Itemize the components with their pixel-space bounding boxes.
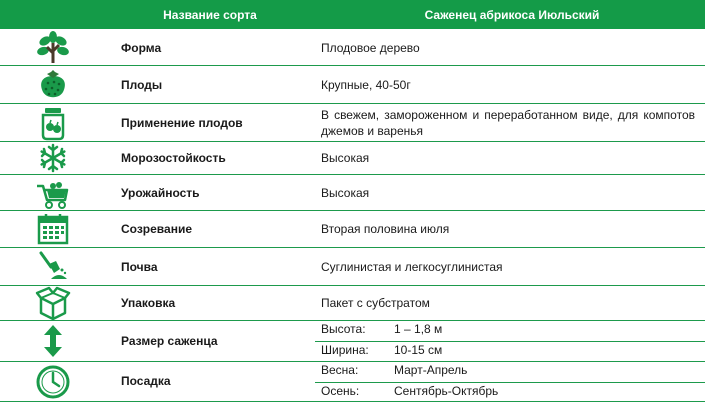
row-label: Созревание	[121, 222, 192, 236]
planting-autumn	[315, 384, 705, 404]
row-label: Плоды	[121, 78, 163, 92]
table-row	[0, 104, 705, 142]
row-value: Плодовое дерево	[321, 41, 420, 55]
wheelbarrow-icon	[35, 176, 71, 212]
planting-spring	[315, 363, 705, 383]
sub-key: Весна:	[321, 363, 359, 377]
sub-value: Март-Апрель	[394, 363, 468, 377]
row-label: Размер саженца	[121, 334, 218, 348]
vertical-arrows-icon	[35, 323, 71, 359]
row-label: Морозостойкость	[121, 151, 226, 165]
size-width	[315, 343, 705, 363]
calendar-icon	[35, 212, 71, 248]
row-label: Форма	[121, 41, 162, 55]
sub-key: Осень:	[321, 384, 360, 398]
table-row	[0, 248, 705, 286]
sub-key: Высота:	[321, 322, 366, 336]
row-value: Пакет с субстратом	[321, 296, 430, 310]
row-label: Применение плодов	[121, 116, 243, 130]
clock-icon	[35, 364, 71, 400]
shovel-icon	[35, 249, 71, 285]
table-row	[0, 175, 705, 211]
row-label: Посадка	[121, 374, 171, 388]
table-row	[0, 211, 705, 248]
row-value: Вторая половина июля	[321, 222, 450, 236]
sub-value: Сентябрь-Октябрь	[394, 384, 499, 398]
box-icon	[35, 286, 71, 322]
row-label: Упаковка	[121, 296, 176, 310]
table-row	[0, 321, 705, 362]
row-divider	[315, 382, 705, 383]
header-variety-name: Название сорта	[163, 8, 257, 22]
row-label: Почва	[121, 260, 158, 274]
sub-value: 1 – 1,8 м	[394, 322, 443, 336]
strawberry-icon	[35, 68, 71, 104]
row-value: Высокая	[321, 151, 370, 165]
table-row	[0, 66, 705, 104]
row-value: Суглинистая и легкосуглинистая	[321, 260, 503, 274]
sub-key: Ширина:	[321, 343, 369, 357]
table-row	[0, 29, 705, 66]
jar-icon	[35, 105, 71, 141]
tree-icon	[35, 31, 71, 67]
table-row	[0, 286, 705, 321]
table-row	[0, 362, 705, 402]
row-label: Урожайность	[121, 186, 200, 200]
snowflake-icon	[35, 142, 71, 178]
row-divider	[315, 341, 705, 342]
header-product-name: Саженец абрикоса Июльский	[424, 8, 600, 22]
table-header	[0, 0, 705, 29]
sub-value: 10-15 см	[394, 343, 443, 357]
table-row	[0, 142, 705, 175]
row-value: В свежем, замороженном и переработанном виде, для компотов джемов и варенья	[321, 108, 695, 138]
size-height	[315, 322, 705, 342]
row-value: Крупные, 40-50г	[321, 78, 411, 92]
row-value: Высокая	[321, 186, 370, 200]
